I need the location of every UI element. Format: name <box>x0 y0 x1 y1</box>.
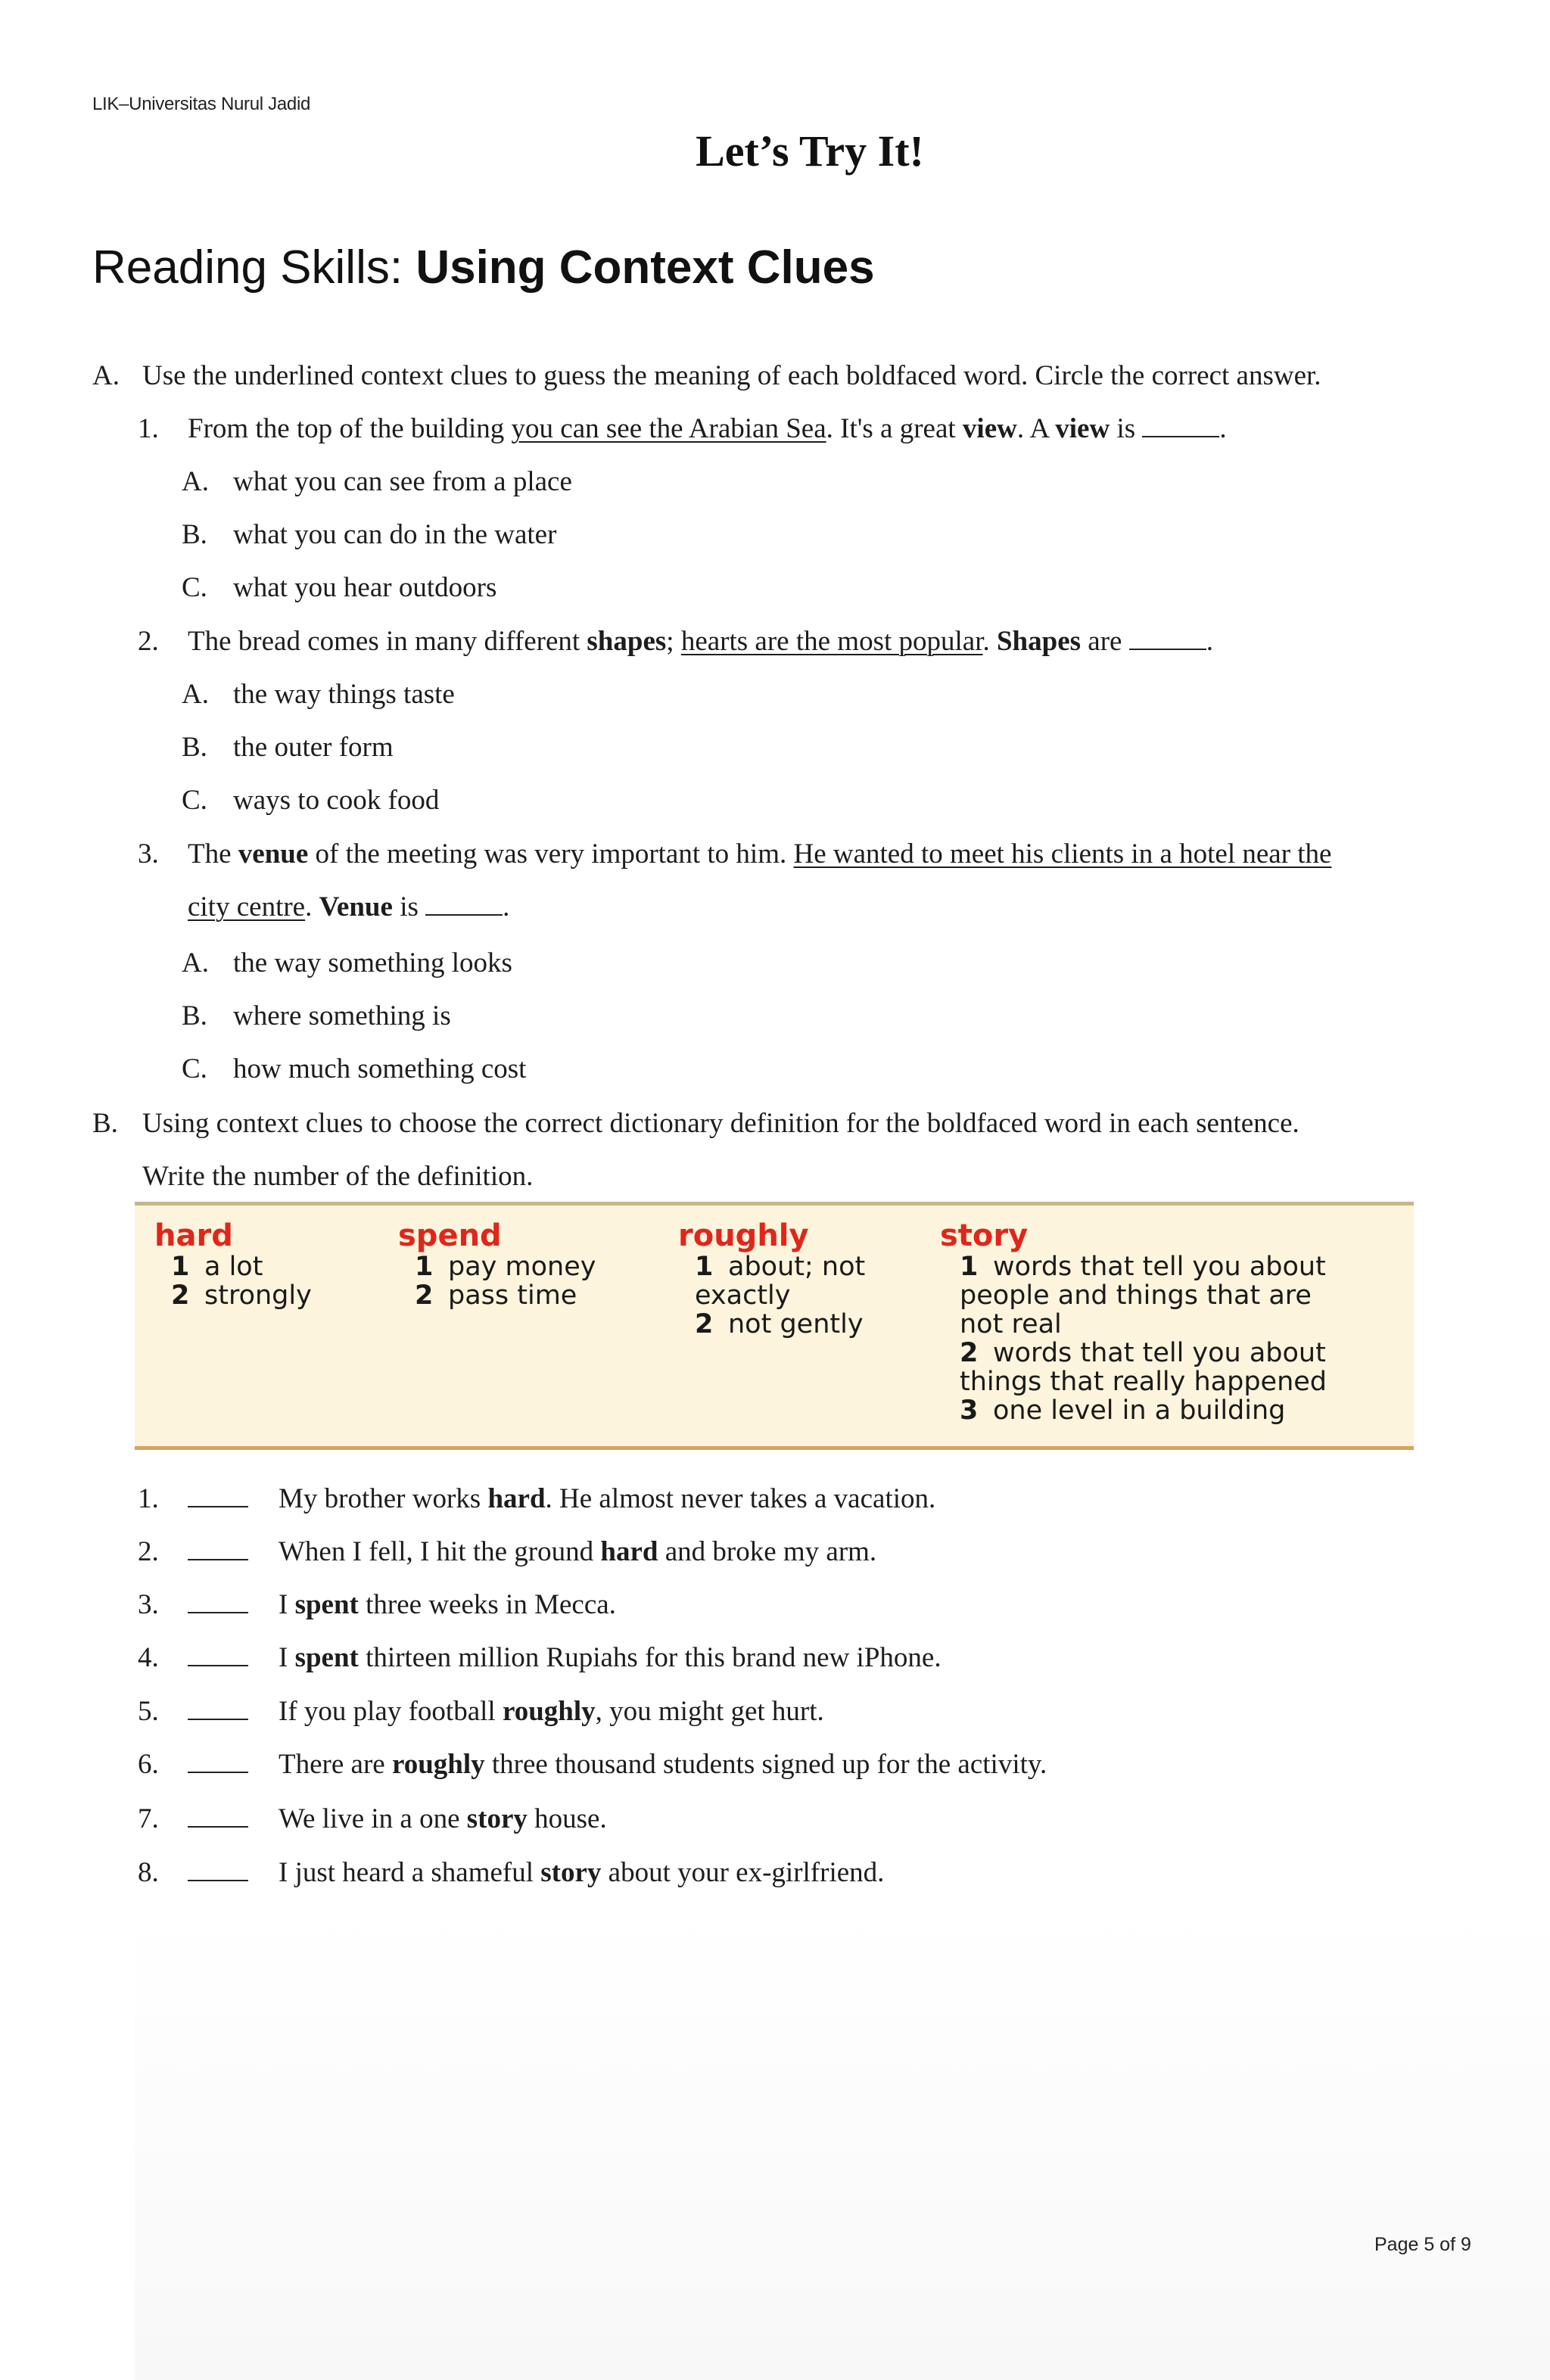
q1-option-text: what you can do in the water <box>233 519 557 550</box>
dict-def-text: people and things that are <box>960 1280 1312 1311</box>
sentence-number: 5. <box>138 1696 159 1727</box>
part-a-label: A. <box>92 360 120 391</box>
sentence-bold-word: story <box>466 1803 528 1834</box>
dict-def <box>940 1339 1327 1367</box>
dict-entry-spend <box>398 1218 596 1311</box>
sentence-text <box>279 1641 942 1675</box>
dict-def-text: not real <box>960 1309 1062 1339</box>
sentence-text-part: about your ex-girlfriend. <box>601 1857 885 1888</box>
q2-option-letter[interactable]: B. <box>182 732 207 763</box>
header-institution: LIK–Universitas Nurul Jadid <box>92 94 311 114</box>
part-b-instruction-2: Write the number of the definition. <box>142 1161 534 1192</box>
dict-def <box>678 1252 865 1281</box>
sentence-answer-blank[interactable] <box>188 1482 248 1517</box>
part-b-label: B. <box>92 1108 118 1139</box>
section-heading <box>92 241 875 294</box>
sentence-answer-blank[interactable] <box>188 1694 248 1729</box>
q2-option-text: the outer form <box>233 732 394 763</box>
q2-text-part: ; <box>666 626 681 657</box>
sentence-text-part: three weeks in Mecca. <box>358 1589 616 1620</box>
q1-context-clue: you can see the Arabian Sea <box>511 413 826 444</box>
sentence-text-part: . He almost never takes a vacation. <box>545 1483 936 1514</box>
q3-bold-word: Venue <box>319 891 393 922</box>
dict-entry-roughly <box>678 1218 866 1339</box>
q1-text-part: From the top of the building <box>188 413 512 444</box>
q1-text <box>188 412 1227 446</box>
q1-bold-word: view <box>962 413 1017 444</box>
part-b-instruction: Using context clues to choose the correct dictionary definition for the boldfaced word in each sentence. <box>142 1108 1299 1139</box>
dict-def-text: about; not <box>728 1252 866 1282</box>
dict-def <box>940 1367 1327 1396</box>
dict-def <box>940 1281 1327 1310</box>
sentence-text-part: , you might get hurt. <box>595 1696 824 1727</box>
q2-answer-blank[interactable] <box>1129 626 1206 650</box>
q1-bold-word: view <box>1055 413 1110 444</box>
q2-option-text: ways to cook food <box>233 785 440 816</box>
q3-text-line1 <box>188 837 1331 872</box>
q2-option-text: the way things taste <box>233 679 455 710</box>
q3-text-part: . <box>503 891 510 922</box>
sentence-text <box>279 1802 607 1837</box>
sentence-answer-blank[interactable] <box>188 1588 248 1622</box>
sentence-number: 1. <box>138 1483 159 1514</box>
q1-text-part: . It's a great <box>826 413 963 444</box>
q3-option-letter[interactable]: C. <box>182 1053 207 1084</box>
sentence-text <box>279 1747 1047 1782</box>
sentence-number: 8. <box>138 1857 159 1888</box>
q3-option-text: the way something looks <box>233 947 512 978</box>
sentence-bold-word: spent <box>294 1589 359 1620</box>
q3-bold-word: venue <box>238 838 309 870</box>
q3-option-letter[interactable]: A. <box>182 947 209 978</box>
sentence-answer-blank[interactable] <box>188 1535 248 1570</box>
q3-text-part: is <box>392 891 426 922</box>
q1-option-text: what you can see from a place <box>233 466 572 497</box>
dict-def-text: a lot <box>204 1252 263 1282</box>
sentence-text-part: We live in a one <box>279 1803 467 1834</box>
q1-text-part: is <box>1110 413 1143 444</box>
q1-option-text: what you hear outdoors <box>233 572 497 603</box>
q3-option-text: how much something cost <box>233 1053 527 1084</box>
dict-word: spend <box>398 1218 502 1253</box>
sentence-answer-blank[interactable] <box>188 1641 248 1675</box>
dict-def <box>678 1281 865 1310</box>
sentence-text <box>279 1482 935 1517</box>
dict-def <box>940 1252 1327 1281</box>
q2-number: 2. <box>138 626 159 657</box>
dict-def-text: pass time <box>448 1280 577 1311</box>
dict-def-number: 2 <box>960 1338 979 1368</box>
section-heading-strong: Using Context Clues <box>416 241 875 294</box>
dict-def-number: 1 <box>695 1252 714 1282</box>
dict-def-text: not gently <box>728 1309 864 1339</box>
q3-context-clue: city centre <box>188 891 306 922</box>
dictionary-box <box>135 1202 1414 1450</box>
sentence-number: 7. <box>138 1803 159 1834</box>
sentence-number: 6. <box>138 1749 159 1780</box>
q3-answer-blank[interactable] <box>425 891 503 916</box>
dict-def <box>678 1310 865 1339</box>
q2-text-part: . <box>982 626 997 657</box>
dict-word: hard <box>154 1218 233 1253</box>
dict-def <box>398 1252 596 1281</box>
q2-option-letter[interactable]: A. <box>182 679 209 710</box>
q1-option-letter[interactable]: C. <box>182 572 207 603</box>
q3-text-part: The <box>188 838 238 870</box>
sentence-number: 3. <box>138 1589 159 1620</box>
sentence-text-part: I <box>279 1589 295 1620</box>
sentence-bold-word: roughly <box>502 1696 596 1727</box>
q2-text-part: are <box>1081 626 1129 657</box>
q2-option-letter[interactable]: C. <box>182 785 207 816</box>
sentence-text-part: I just heard a shameful <box>279 1857 541 1888</box>
dict-def-text: words that tell you about <box>993 1338 1326 1368</box>
dict-def-text: exactly <box>695 1280 791 1311</box>
dict-word: story <box>940 1218 1029 1253</box>
sentence-text <box>279 1856 884 1890</box>
q3-text-part: . <box>305 891 319 922</box>
page-title: Let’s Try It! <box>696 126 924 176</box>
section-heading-lead: Reading Skills: <box>92 241 416 294</box>
q3-text-part: of the meeting was very important to him. <box>308 838 794 870</box>
q1-answer-blank[interactable] <box>1142 413 1219 437</box>
dict-def <box>154 1281 312 1310</box>
page-background-tint <box>135 1907 1550 2380</box>
q1-option-letter[interactable]: A. <box>182 466 209 497</box>
sentence-text-part: I <box>279 1642 295 1673</box>
sentence-text-part: There are <box>279 1749 392 1780</box>
sentence-text-part: If you play football <box>279 1696 503 1727</box>
sentence-text-part: My brother works <box>279 1483 488 1514</box>
sentence-number: 2. <box>138 1536 159 1567</box>
sentence-bold-word: roughly <box>391 1749 485 1780</box>
q2-bold-word: shapes <box>587 626 667 657</box>
q2-text-part: . <box>1206 626 1213 657</box>
sentence-text-part: thirteen million Rupiahs for this brand new iPhone. <box>358 1642 942 1673</box>
dict-def <box>398 1281 596 1310</box>
dict-def-number: 2 <box>171 1280 190 1311</box>
q2-text <box>188 624 1213 659</box>
q2-text-part: The bread comes in many different <box>188 626 587 657</box>
dict-def-text: things that really happened <box>960 1367 1327 1397</box>
sentence-text-part: three thousand students signed up for the activity. <box>484 1749 1047 1780</box>
dict-entry-hard <box>154 1218 312 1311</box>
dict-def-text: words that tell you about <box>993 1252 1326 1282</box>
q3-option-letter[interactable]: B. <box>182 1000 207 1031</box>
dict-def-text: pay money <box>448 1252 596 1282</box>
dict-def-number: 3 <box>960 1395 979 1426</box>
q3-option-text: where something is <box>233 1000 451 1031</box>
dict-def-number: 1 <box>171 1252 190 1282</box>
q1-text-part: . A <box>1016 413 1056 444</box>
dict-def <box>940 1396 1327 1425</box>
q3-number: 3. <box>138 838 159 870</box>
dict-entry-story <box>940 1218 1327 1426</box>
sentence-bold-word: hard <box>487 1483 546 1514</box>
q1-option-letter[interactable]: B. <box>182 519 207 550</box>
sentence-text-part: house. <box>527 1803 607 1834</box>
q3-text-line2 <box>188 890 509 925</box>
q1-text-part: . <box>1219 413 1227 444</box>
dict-def-number: 2 <box>415 1280 434 1311</box>
part-a-instruction: Use the underlined context clues to guess the meaning of each boldfaced word. Circle the correct answer. <box>142 360 1321 391</box>
dict-def <box>154 1252 312 1281</box>
dict-word: roughly <box>678 1218 809 1253</box>
q1-number: 1. <box>138 413 159 444</box>
sentence-text-part: and broke my arm. <box>658 1536 877 1567</box>
dict-def-number: 2 <box>695 1309 714 1339</box>
sentence-bold-word: spent <box>294 1642 359 1673</box>
dict-def-text: strongly <box>204 1280 312 1311</box>
q3-context-clue: He wanted to meet his clients in a hotel near the <box>793 838 1332 870</box>
dict-def-number: 1 <box>960 1252 979 1282</box>
q2-context-clue: hearts are the most popular <box>680 626 983 657</box>
sentence-text <box>279 1694 824 1729</box>
dict-def <box>940 1310 1327 1339</box>
sentence-number: 4. <box>138 1642 159 1673</box>
sentence-text-part: When I fell, I hit the ground <box>279 1536 601 1567</box>
sentence-text <box>279 1535 876 1570</box>
sentence-bold-word: story <box>540 1857 602 1888</box>
sentence-answer-blank[interactable] <box>188 1747 248 1782</box>
sentence-answer-blank[interactable] <box>188 1856 248 1890</box>
dict-def-number: 1 <box>415 1252 434 1282</box>
sentence-bold-word: hard <box>600 1536 658 1567</box>
dict-def-text: one level in a building <box>993 1395 1286 1426</box>
page-number: Page 5 of 9 <box>1374 2234 1471 2255</box>
sentence-answer-blank[interactable] <box>188 1802 248 1837</box>
q2-bold-word: Shapes <box>996 626 1082 657</box>
sentence-text <box>279 1588 616 1622</box>
